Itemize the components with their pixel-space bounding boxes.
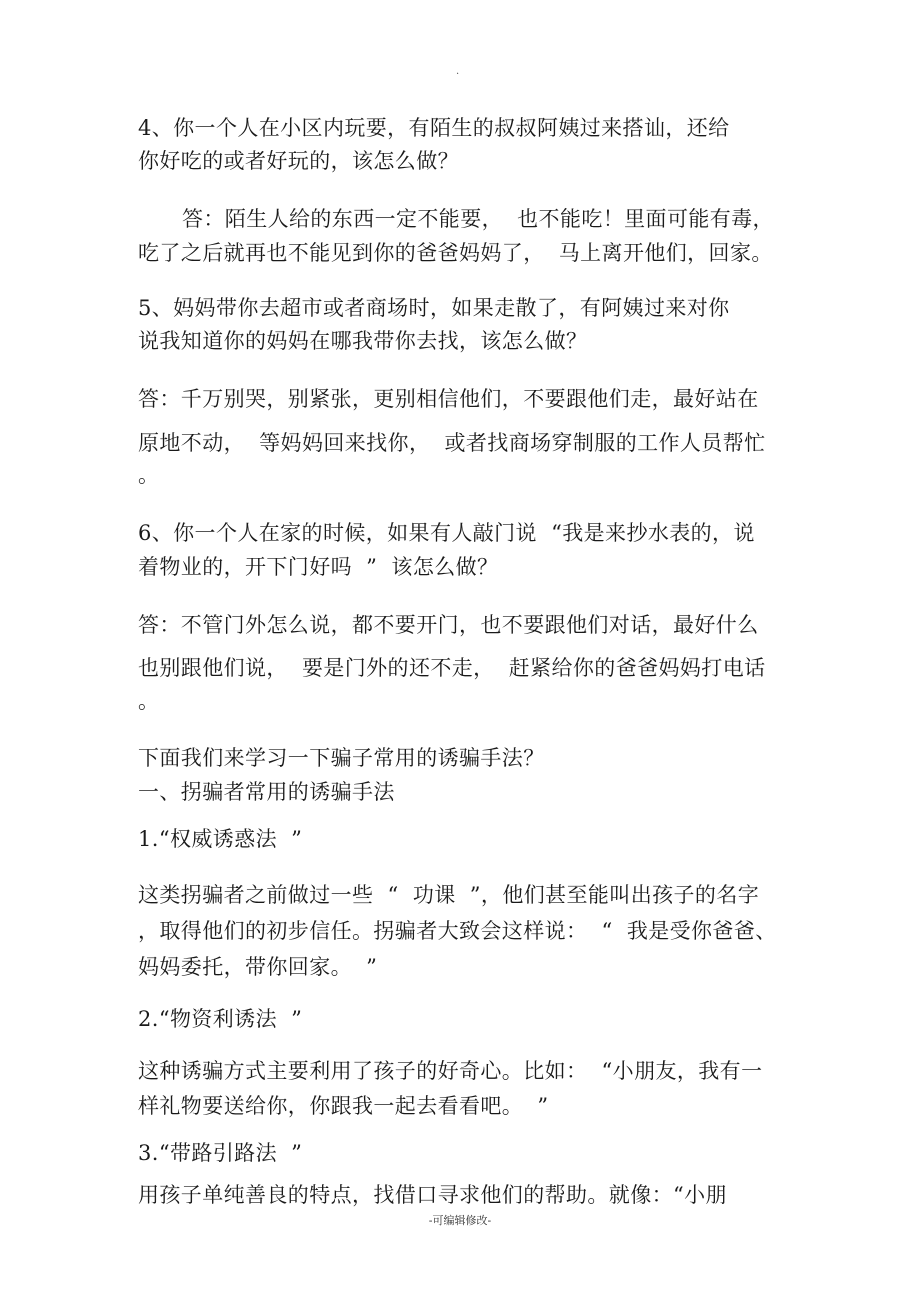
a6-line-2: 也别跟他们说， 要是门外的还不走， 赶紧给你的爸爸妈妈打电话	[138, 656, 766, 680]
a5-line-2: 原地不动， 等妈妈回来找你， 或者找商场穿制服的工作人员帮忙	[138, 431, 766, 455]
method-1-line-3: 妈妈委托，带你回家。 ”	[138, 955, 378, 979]
q4-line-2: 你好吃的或者好玩的，该怎么做？	[138, 149, 459, 173]
a5-line-3: 。	[138, 463, 160, 487]
q5-line-2: 说我知道你的妈妈在哪我带你去找，该怎么做？	[138, 329, 588, 353]
method-2-line-2: 样礼物要送给你，你跟我一起去看看吧。 ”	[138, 1094, 549, 1118]
method-2-line-1: 这种诱骗方式主要利用了孩子的好奇心。比如： “小朋友，我有一	[138, 1059, 763, 1083]
footer-note: -可编辑修改-	[428, 1214, 492, 1227]
method-3-line-1: 用孩子单纯善良的特点，找借口寻求他们的帮助。就像：“小朋	[138, 1183, 727, 1207]
q6-line-1: 6、你一个人在家的时候，如果有人敲门说 “我是来抄水表的，说	[138, 521, 755, 545]
q4-line-1: 4、你一个人在小区内玩要，有陌生的叔叔阿姨过来搭讪，还给	[138, 116, 730, 140]
section-heading: 一、拐骗者常用的诱骗手法	[138, 780, 395, 804]
a6-line-1: 答：不管门外怎么说，都不要开门，也不要跟他们对话，最好什么	[138, 613, 759, 637]
method-2-title: 2.“物资利诱法 ”	[138, 1007, 303, 1031]
a4-line-2: 吃了之后就再也不能见到你的爸爸妈妈了， 马上离开他们，回家。	[138, 241, 773, 265]
method-1-title: 1.“权威诱惑法 ”	[138, 827, 303, 851]
header-mark: .	[456, 66, 460, 77]
intro-line: 下面我们来学习一下骗子常用的诱骗手法？	[138, 746, 545, 770]
method-3-title: 3.“带路引路法 ”	[138, 1141, 303, 1165]
a6-line-3: 。	[138, 689, 160, 713]
a4-line-1: 答：陌生人给的东西一定不能要， 也不能吃！里面可能有毒，	[182, 207, 774, 231]
method-1-line-1: 这类拐骗者之前做过一些 “ 功课 ”，他们甚至能叫出孩子的名字	[138, 883, 760, 907]
q6-line-2: 着物业的，开下门好吗 ” 该怎么做？	[138, 555, 499, 579]
a5-line-1: 答：千万别哭，别紧张，更别相信他们，不要跟他们走，最好站在	[138, 387, 759, 411]
method-1-line-2: ，取得他们的初步信任。拐骗者大致会这样说： “ 我是受你爸爸、	[138, 919, 777, 943]
q5-line-1: 5、妈妈带你去超市或者商场时，如果走散了，有阿姨过来对你	[138, 296, 730, 320]
